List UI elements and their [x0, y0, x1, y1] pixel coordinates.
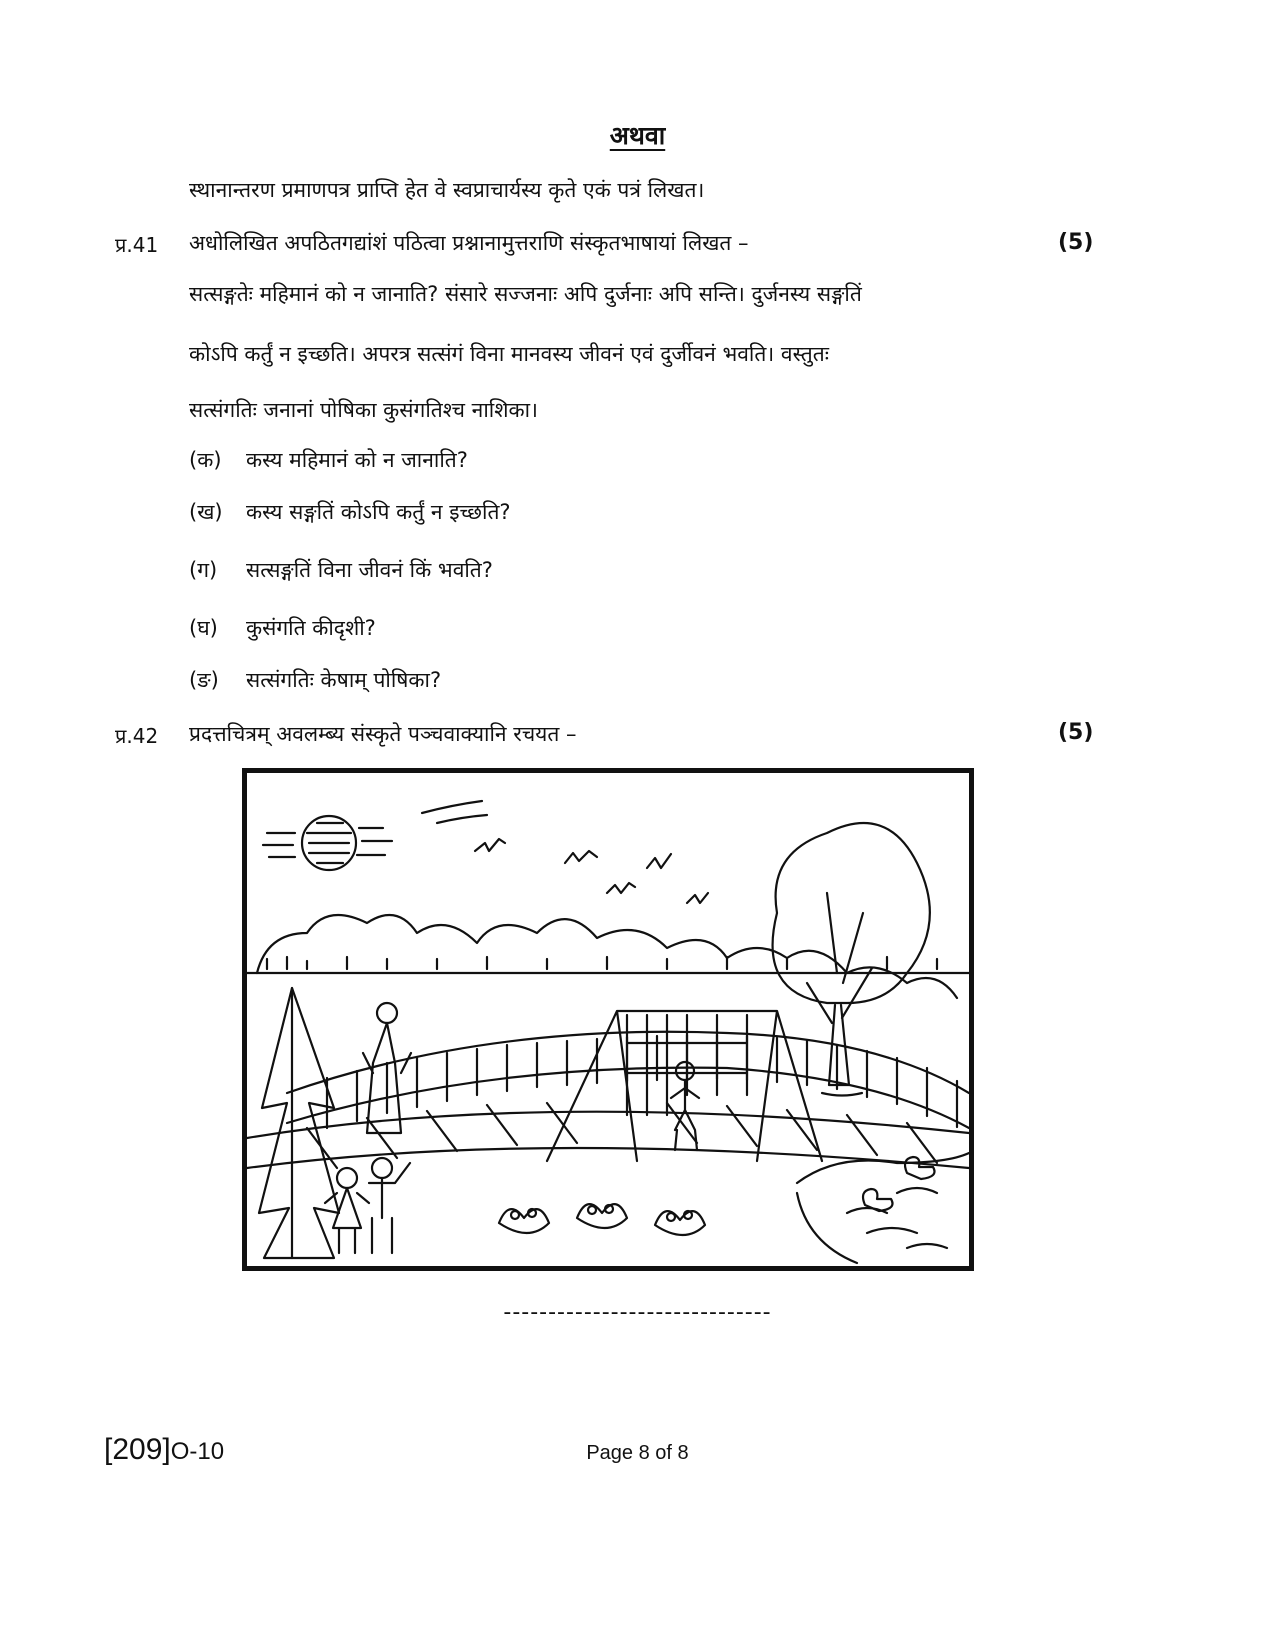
q41-instruction: अधोलिखित अपठितगद्यांशं पठित्वा प्रश्नानामुत्तराणि संस्कृतभाषायां लिखत –: [189, 231, 749, 255]
subquestion-text: सत्संगतिः केषाम् पोषिका?: [246, 668, 442, 692]
child-head: [676, 1062, 694, 1080]
subquestion-text: सत्सङ्गतिं विना जीवनं किं भवति?: [246, 558, 493, 582]
subquestion-label: (ग): [189, 558, 218, 582]
passage-line: सत्संगतिः जनानां पोषिका कुसंगतिश्च नाशिका।: [189, 398, 539, 422]
q41-number: प्र.41: [115, 233, 159, 257]
subquestion-label: (ख): [189, 500, 223, 524]
q42-instruction: प्रदत्तचित्रम् अवलम्ब्य संस्कृते पञ्चवाक्यानि रचयत –: [189, 722, 577, 746]
section-heading: अथवा: [609, 121, 666, 150]
bird-shape: [607, 883, 635, 893]
bird-shape: [647, 854, 671, 868]
flower-bush: [499, 1209, 549, 1233]
subquestion-text: कस्य सङ्गतिं कोऽपि कर्तुं न इच्छति?: [246, 500, 511, 524]
duck-shape: [905, 1157, 935, 1179]
park-scene-drawing: [247, 773, 969, 1266]
park-scene-illustration: [242, 768, 974, 1271]
tree-crown: [773, 823, 930, 1003]
subquestion-text: कस्य महिमानं को न जानाति?: [246, 448, 468, 472]
q41-marks: (5): [1058, 230, 1094, 255]
passage-line: कोऽपि कर्तुं न इच्छति। अपरत्र सत्संगं विना मानवस्य जीवनं एवं दुर्जीवनं भवति। वस्तुतः: [189, 342, 829, 366]
divider-line: ------------------------------: [503, 1300, 772, 1325]
boy-head: [372, 1158, 392, 1178]
bird-shape: [687, 893, 708, 903]
subquestion-label: (घ): [189, 616, 218, 640]
flower-bush: [655, 1211, 705, 1235]
girl-head: [337, 1168, 357, 1188]
subquestion-label: (क): [189, 448, 222, 472]
subquestion-label: (ङ): [189, 668, 219, 692]
letter-prompt: स्थानान्तरण प्रमाणपत्र प्राप्ति हेत वे स्वप्राचार्यस्य कृते एकं पत्रं लिखत।: [189, 178, 705, 202]
paper-code: [209]O-10: [104, 1433, 225, 1466]
page-number: Page 8 of 8: [586, 1442, 689, 1464]
bird-shape: [475, 839, 505, 851]
passage-line: सत्सङ्गतेः महिमानं को न जानाति? संसारे सज्जनाः अपि दुर्जनाः अपि सन्ति। दुर्जनस्य सङ्गतिं: [189, 282, 862, 306]
bird-shape: [565, 851, 597, 863]
flower-bush: [577, 1204, 627, 1228]
woman-head: [377, 1003, 397, 1023]
q42-marks: (5): [1058, 720, 1094, 745]
q42-number: प्र.42: [115, 724, 159, 748]
subquestion-text: कुसंगति कीदृशी?: [246, 616, 376, 640]
